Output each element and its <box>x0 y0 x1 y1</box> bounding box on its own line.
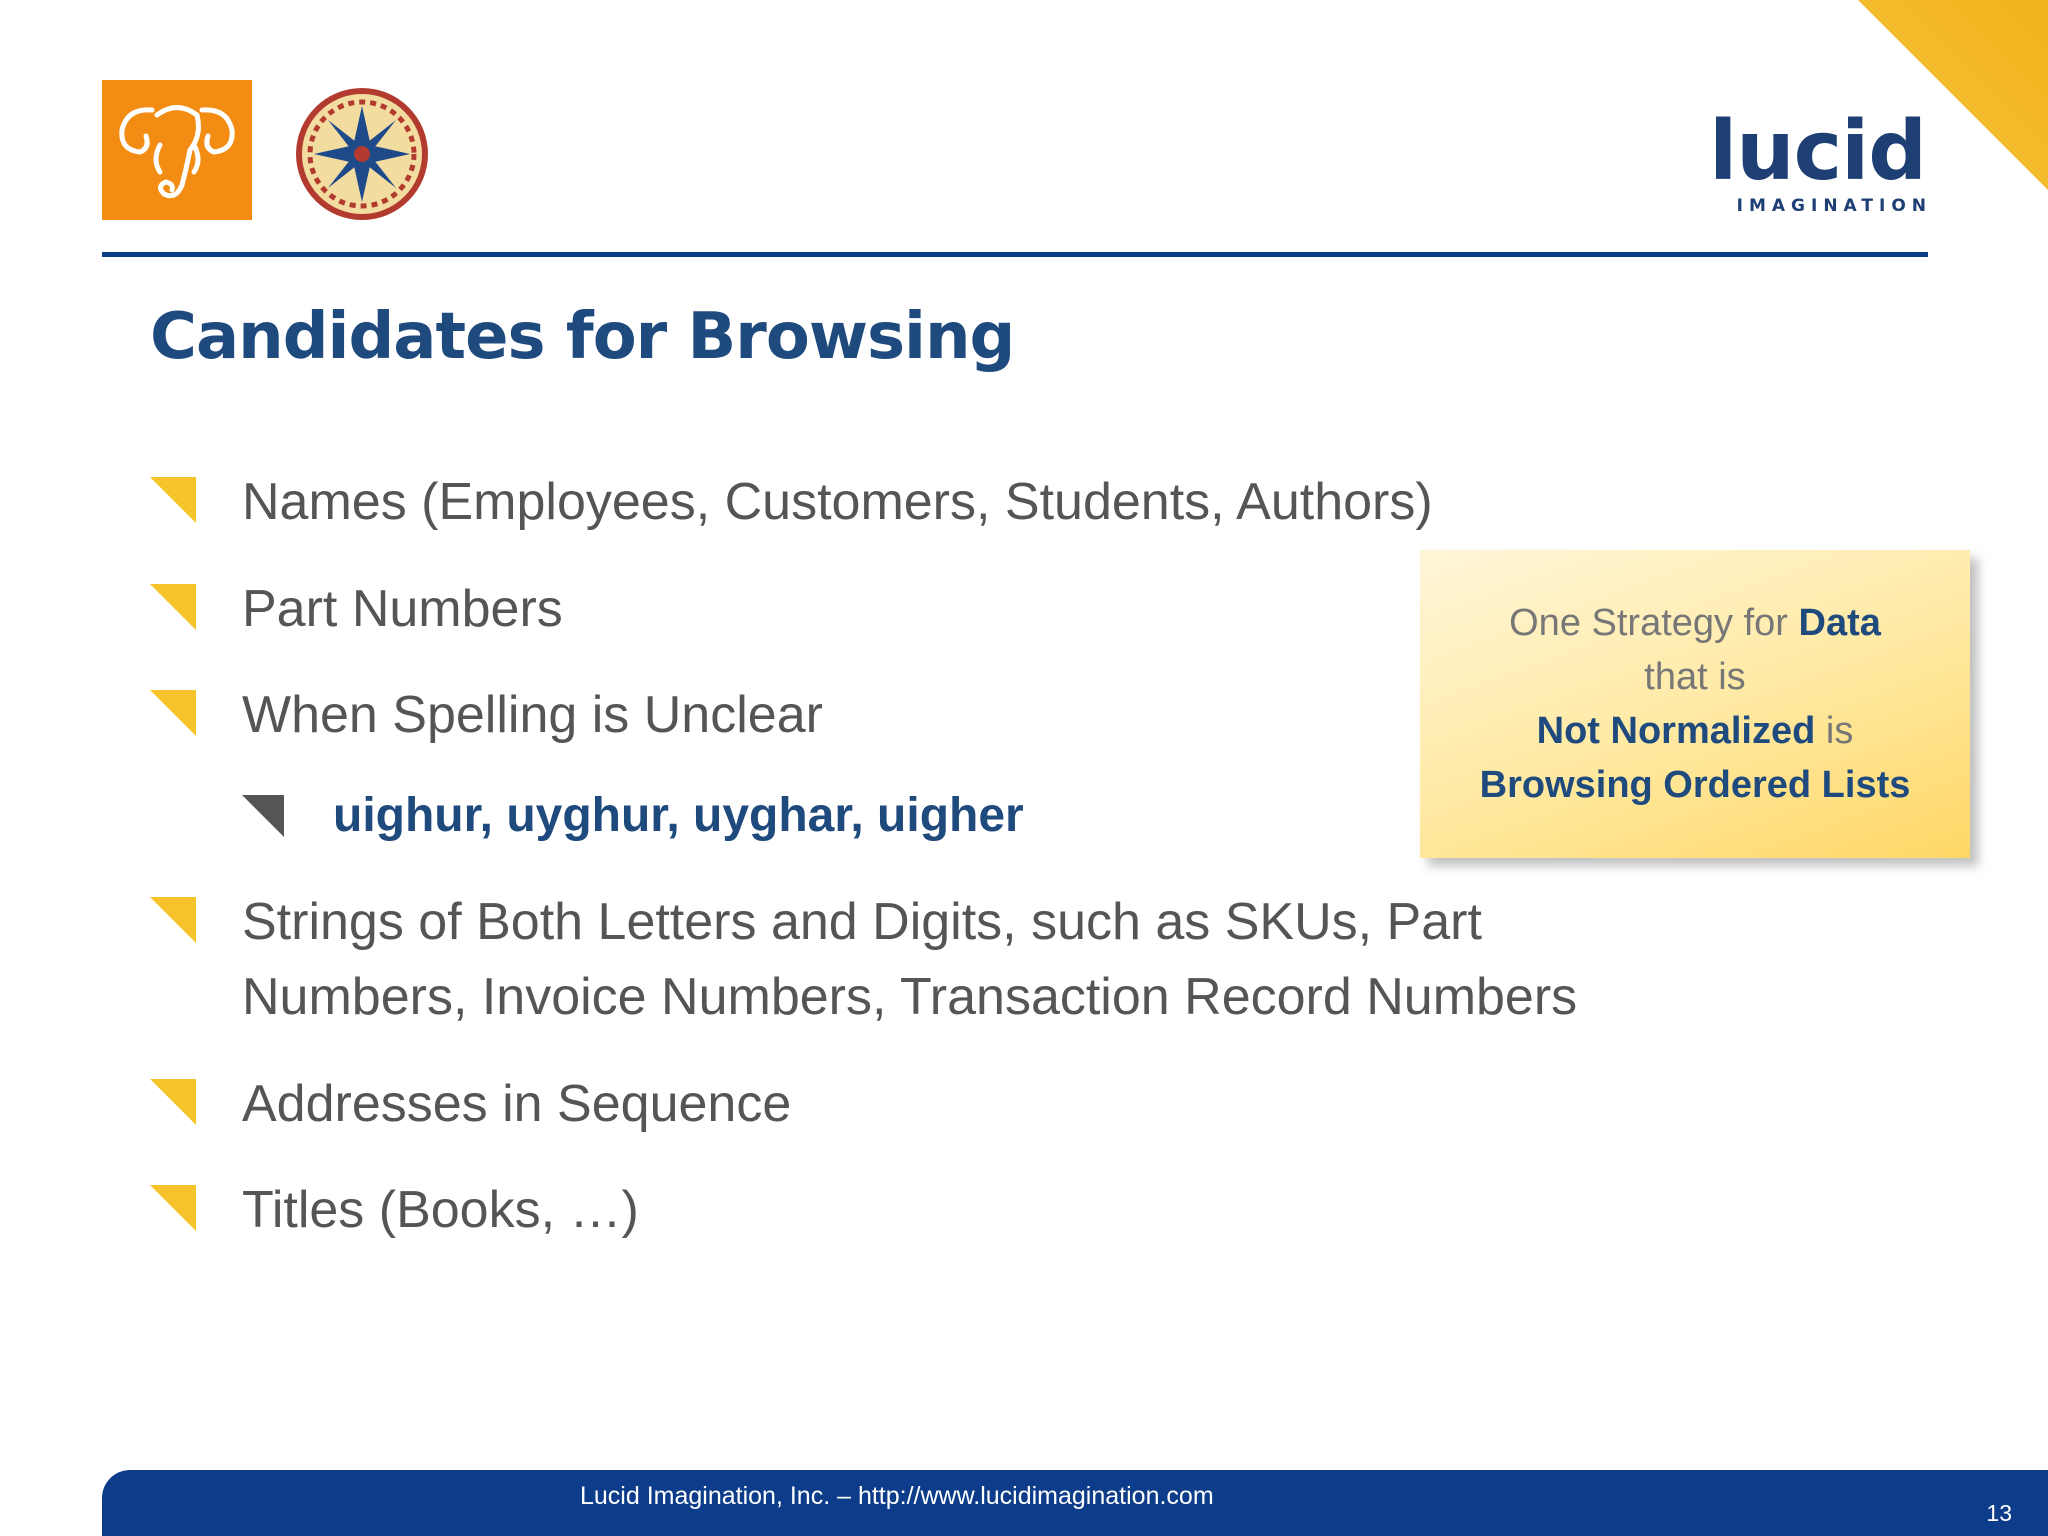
elephant-icon <box>112 90 242 210</box>
sub-bullet-marker-icon <box>242 795 284 837</box>
bullet-item-continuation: Numbers, Invoice Numbers, Transaction Record Numbers <box>242 968 1578 1026</box>
bullet-item: Titles (Books, …) <box>242 1181 639 1239</box>
header-divider <box>102 252 1928 257</box>
strategy-callout-box <box>1420 550 1970 858</box>
hadoop-elephant-logo <box>102 80 252 220</box>
bullet-marker-icon <box>150 690 196 736</box>
bullet-item: Addresses in Sequence <box>242 1075 792 1133</box>
bullet-marker-icon <box>150 477 196 523</box>
mandala-logo <box>294 86 430 222</box>
bullet-marker-icon <box>150 584 196 630</box>
bullet-marker-icon <box>150 1079 196 1125</box>
page-number: 13 <box>1986 1500 2012 1526</box>
lucid-imagination-logo <box>1709 104 1932 216</box>
bullet-item: Names (Employees, Customers, Students, Authors) <box>242 473 1433 531</box>
callout-line-3: Not Normalized is <box>1536 710 1854 752</box>
slide-title: Candidates for Browsing <box>150 300 1015 374</box>
callout-line-1: One Strategy for Data <box>1509 602 1881 644</box>
callout-line-2: that is <box>1644 656 1746 698</box>
footer-text: Lucid Imagination, Inc. – http://www.lucidimagination.com <box>580 1482 1214 1510</box>
mandala-icon <box>294 86 430 222</box>
logo-wordmark: lucid <box>1709 104 1926 199</box>
bullet-marker-icon <box>150 897 196 943</box>
callout-line-4: Browsing Ordered Lists <box>1479 764 1911 806</box>
bullet-item: Part Numbers <box>242 580 563 638</box>
sub-bullet-item: uighur, uyghur, uyghar, uigher <box>333 789 1024 842</box>
bullet-item: Strings of Both Letters and Digits, such as SKUs, Part <box>242 893 1482 951</box>
bullet-item: When Spelling is Unclear <box>242 686 823 744</box>
bullet-marker-icon <box>150 1185 196 1231</box>
logo-subtitle: IMAGINATION <box>1736 196 1932 216</box>
